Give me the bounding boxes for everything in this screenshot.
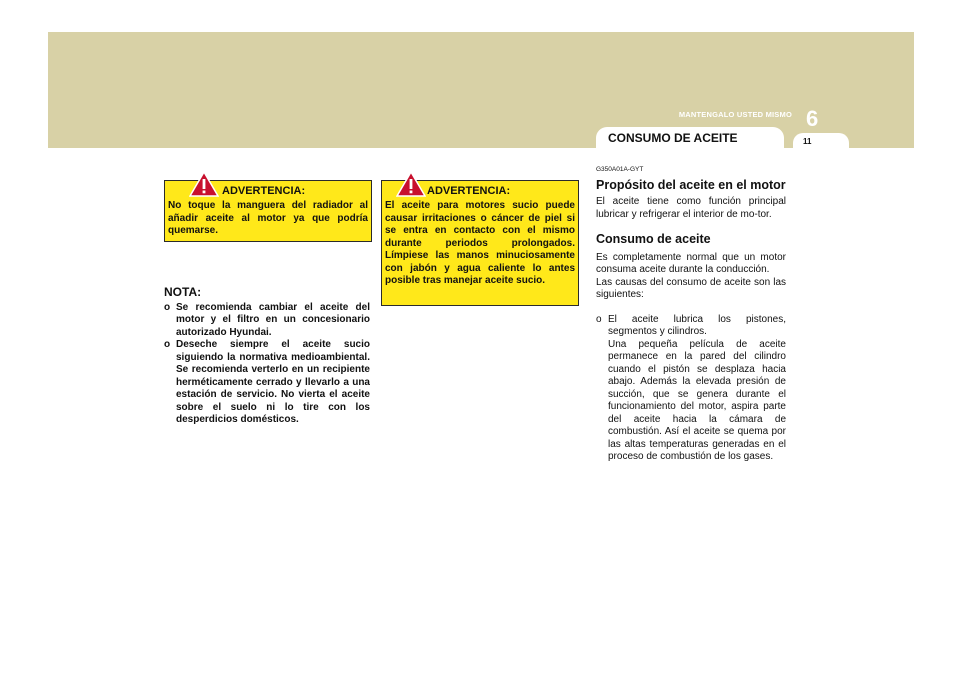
section-code: G350A01A-GYT: [596, 166, 644, 173]
warning-triangle-icon: [189, 171, 219, 197]
bullet: o: [164, 339, 171, 350]
note-item: [164, 302, 370, 340]
warning-box-radiator: [164, 180, 372, 242]
page-title: CONSUMO DE ACEITE: [596, 127, 784, 149]
bullet: o: [164, 301, 171, 313]
right-column: [596, 164, 786, 464]
note-item-text: Se recomienda cambiar el aceite del motor y el filtro en un concesionario autorizado Hyundai.: [176, 301, 370, 338]
heading-oil-consumption: Consumo de aceite: [596, 232, 711, 246]
warning-triangle-icon: [396, 171, 426, 197]
note-title: NOTA:: [164, 285, 202, 299]
note-item-text: Deseche siempre el aceite sucio siguiendo la normativa medioambiental. Se recomienda verterlo en un recipiente herméticamente cerrado y llevarlo a una estación de servicio. No vierta el aceite sobre el suelo ni lo tire con los desperdicios domésticos.: [176, 339, 370, 425]
note-section: [164, 286, 370, 427]
warning-text: No toque la manguera del radiador al añadir aceite al motor ya que podría quemarse.: [168, 200, 368, 236]
heading-oil-purpose: Propósito del aceite en el motor: [596, 177, 786, 192]
list-item-detail: Una pequeña película de aceite permanece en la pared del cilindro cuando el pistón se desplaza hacia abajo. Además la elevada presión de succión, que se genera durante el funcionamiento del motor, aspira parte del aceite hacia la cámara de combustión. Así el aceite se quema por las altas temperaturas generadas en el proceso de combustión de los gases.: [608, 338, 786, 462]
paragraph-consumption-normal: Es completamente normal que un motor consuma aceite durante la conducción.: [596, 251, 786, 275]
section-label: MANTENGALO USTED MISMO: [678, 110, 792, 119]
note-item: [164, 339, 370, 427]
list-item: [596, 314, 786, 464]
warning-title: ADVERTENCIA:: [222, 184, 306, 197]
warning-title: ADVERTENCIA:: [427, 184, 511, 197]
bullet: o: [596, 313, 602, 325]
header-band: [48, 32, 914, 148]
warning-box-dirty-oil: [381, 180, 579, 306]
page-number: 11: [793, 133, 849, 149]
warning-text: El aceite para motores sucio puede causar irritaciones o cáncer de piel si se entra en contacto con el mismo durante periodos prolongados. Límpiese las manos minuciosamente con jabón y agua caliente lo antes posible tras manejar aceite sucio.: [385, 200, 575, 286]
chapter-number: 6: [806, 106, 819, 131]
paragraph-oil-purpose: El aceite tiene como función principal lubricar y refrigerar el interior de mo-tor.: [596, 196, 786, 220]
paragraph-consumption-causes: Las causas del consumo de aceite son las siguientes:: [596, 276, 786, 300]
list-item-text: El aceite lubrica los pistones, segmentos y cilindros.: [608, 313, 786, 337]
